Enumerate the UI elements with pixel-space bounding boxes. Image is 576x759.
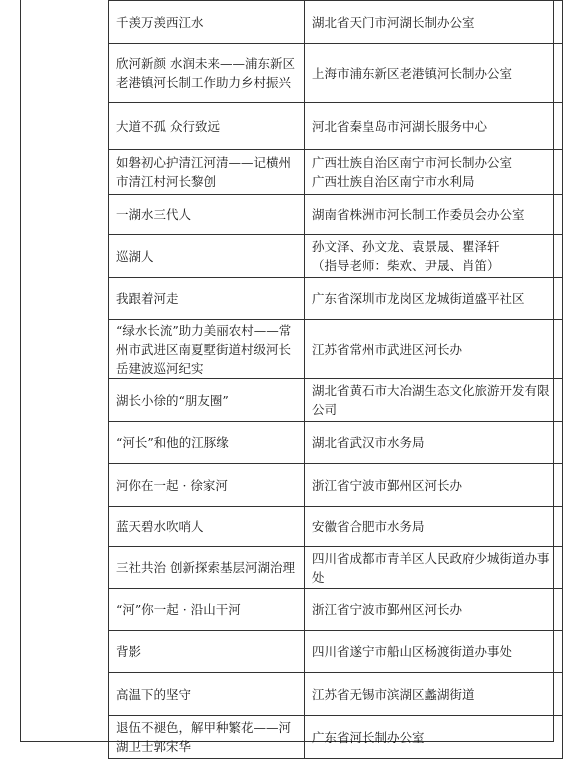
table-row [109,631,563,673]
work-title: 大道不孤 众行致远 [109,103,305,150]
table-row [109,716,563,759]
work-title: 巡湖人 [109,235,305,278]
work-title: “河长”和他的江豚缘 [109,422,305,464]
work-title: 欣河新颜 水润未来——浦东新区老港镇河长制工作助力乡村振兴 [109,44,305,103]
submitting-unit: 上海市浦东新区老港镇河长制办公室 [305,44,563,103]
table-row [109,589,563,631]
table-row [109,103,563,150]
submitting-unit: 江苏省常州市武进区河长办 [305,320,563,379]
table-row [109,379,563,422]
work-title: 背影 [109,631,305,673]
submitting-unit: 湖北省武汉市水务局 [305,422,563,464]
table-row [109,673,563,716]
table-row [109,278,563,320]
submitting-unit: 广西壮族自治区南宁市河长制办公室 广西壮族自治区南宁市水利局 [305,150,563,195]
work-title: “绿水长流”助力美丽农村——常州市武进区南夏墅街道村级河长岳建波巡河纪实 [109,320,305,379]
submitting-unit: 四川省遂宁市船山区杨渡街道办事处 [305,631,563,673]
entries-table [108,0,563,759]
table-row [109,1,563,44]
work-title: 三社共治 创新探索基层河湖治理 [109,547,305,589]
work-title: 一湖水三代人 [109,195,305,235]
table-row [109,507,563,547]
work-title: 蓝天碧水吹哨人 [109,507,305,547]
table-row [109,422,563,464]
work-title: 高温下的坚守 [109,673,305,716]
submitting-unit: 安徽省合肥市水务局 [305,507,563,547]
submitting-unit: 四川省成都市青羊区人民政府少城街道办事处 [305,547,563,589]
work-title: 湖长小徐的“朋友圈” [109,379,305,422]
submitting-unit: 湖南省株洲市河长制工作委员会办公室 [305,195,563,235]
table-row [109,195,563,235]
submitting-unit: 孙文泽、孙文龙、袁景晟、瞿泽轩 （指导老师：柴欢、尹晟、肖笛） [305,235,563,278]
table-row [109,235,563,278]
table-row [109,320,563,379]
submitting-unit: 广东省河长制办公室 [305,716,563,759]
work-title: 如磐初心护清江河清——记横州市清江村河长黎创 [109,150,305,195]
entries-body [109,1,563,759]
work-title: “河”你一起 · 沿山干河 [109,589,305,631]
submitting-unit: 广东省深圳市龙岗区龙城街道盛平社区 [305,278,563,320]
submitting-unit: 湖北省天门市河湖长制办公室 [305,1,563,44]
work-title: 千羡万羡西江水 [109,1,305,44]
table-row [109,44,563,103]
table-row [109,150,563,195]
submitting-unit: 江苏省无锡市滨湖区蠡湖街道 [305,673,563,716]
submitting-unit: 河北省秦皇岛市河湖长服务中心 [305,103,563,150]
work-title: 退伍不褪色，解甲种繁花——河湖卫士郭宋华 [109,716,305,759]
work-title: 河你在一起 · 徐家河 [109,464,305,507]
work-title: 我跟着河走 [109,278,305,320]
table-row [109,547,563,589]
submitting-unit: 浙江省宁波市鄞州区河长办 [305,464,563,507]
table-row [109,464,563,507]
submitting-unit: 浙江省宁波市鄞州区河长办 [305,589,563,631]
submitting-unit: 湖北省黄石市大冶湖生态文化旅游开发有限公司 [305,379,563,422]
